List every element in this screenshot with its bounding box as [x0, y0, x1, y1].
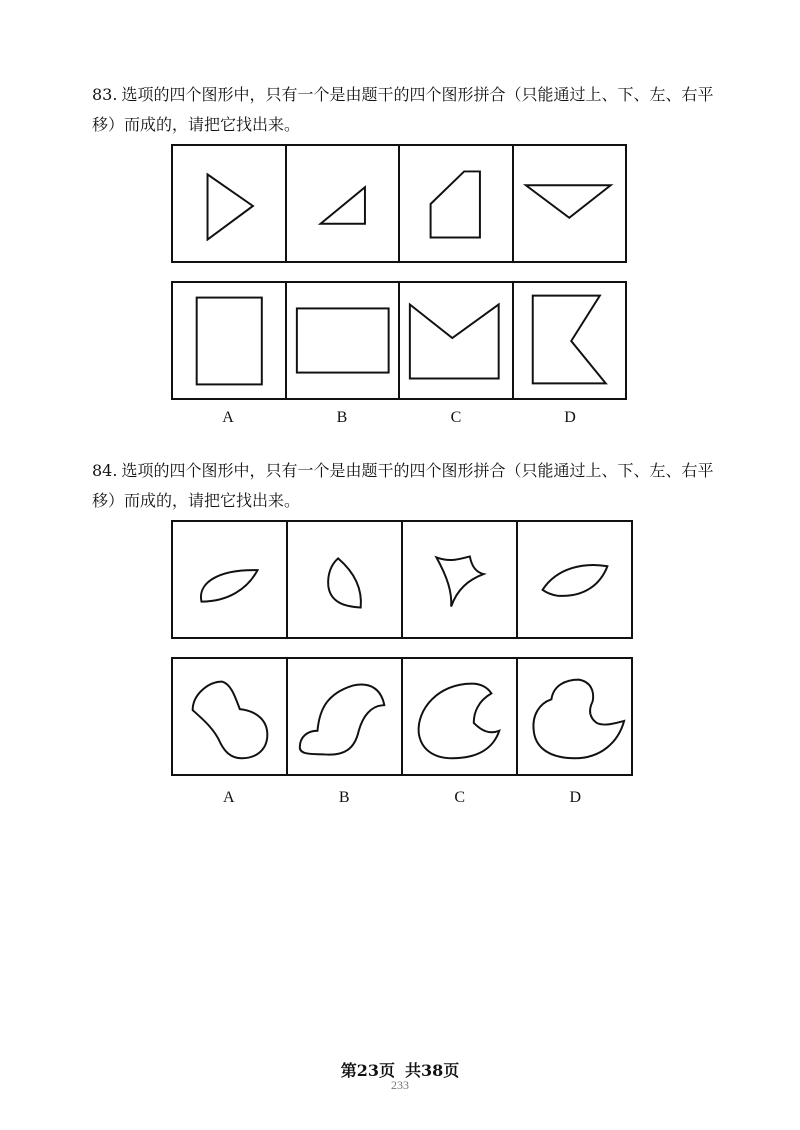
- half-leaf-shape-icon: [288, 522, 401, 637]
- question-number: 84.: [92, 461, 118, 480]
- question-83-option-labels: [171, 409, 627, 427]
- question-84-option-labels: [171, 789, 633, 807]
- crescent-blob-icon: [403, 659, 516, 774]
- question-84-text: [92, 456, 732, 516]
- lens-shape-icon: [518, 522, 631, 637]
- stem-cell-1: [173, 522, 288, 637]
- peanut-shape-icon: [173, 659, 286, 774]
- curved-triangle-icon: [403, 522, 516, 637]
- option-cell-b[interactable]: [288, 659, 403, 774]
- current-page: 第23页: [340, 1061, 395, 1080]
- question-body: 选项的四个图形中，只有一个是由题干的四个图形拼合（只能通过上、下、左、右平移）而成的，请把它找出来。: [92, 85, 714, 134]
- stem-cell-3: [403, 522, 518, 637]
- option-label-a: A: [222, 409, 234, 426]
- question-84-option-panel: [171, 657, 633, 776]
- question-83-option-panel: [171, 281, 627, 400]
- stem-cell-3: [400, 146, 514, 261]
- page-stamp-number: 233: [391, 1078, 409, 1092]
- option-label-d: D: [569, 789, 582, 806]
- question-number: 83.: [92, 85, 118, 104]
- option-cell-b[interactable]: [287, 283, 401, 398]
- question-84-stem-panel: [171, 520, 633, 639]
- trapezoid-icon: [400, 146, 512, 261]
- heart-blob-icon: [518, 659, 631, 774]
- option-cell-d[interactable]: [518, 659, 631, 774]
- option-cell-a[interactable]: [173, 659, 288, 774]
- option-label-a: A: [222, 789, 235, 806]
- stem-cell-4: [518, 522, 631, 637]
- wide-rectangle-icon: [287, 283, 399, 398]
- question-body: 选项的四个图形中，只有一个是由题干的四个图形拼合（只能通过上、下、左、右平移）而成的，请把它找出来。: [92, 461, 714, 510]
- notched-rectangle-icon: [400, 283, 512, 398]
- option-cell-c[interactable]: [400, 283, 514, 398]
- option-cell-c[interactable]: [403, 659, 518, 774]
- small-right-triangle-icon: [287, 146, 399, 261]
- option-cell-d[interactable]: [514, 283, 626, 398]
- stem-cell-4: [514, 146, 626, 261]
- option-label-c: C: [450, 409, 462, 426]
- leaf-shape-icon: [173, 522, 286, 637]
- option-label-d: D: [564, 409, 576, 426]
- option-label-b: B: [336, 409, 348, 426]
- question-83-text: [92, 80, 732, 140]
- s-curve-shape-icon: [288, 659, 401, 774]
- stem-cell-1: [173, 146, 287, 261]
- flag-shape-icon: [514, 283, 626, 398]
- stem-cell-2: [288, 522, 403, 637]
- option-label-b: B: [338, 789, 350, 806]
- question-83-stem-panel: [171, 144, 627, 263]
- inverted-triangle-icon: [514, 146, 626, 261]
- tall-rectangle-icon: [173, 283, 285, 398]
- triangle-right-icon: [173, 146, 285, 261]
- total-pages: 共38页: [405, 1061, 460, 1080]
- stem-cell-2: [287, 146, 401, 261]
- option-cell-a[interactable]: [173, 283, 287, 398]
- option-label-c: C: [454, 789, 466, 806]
